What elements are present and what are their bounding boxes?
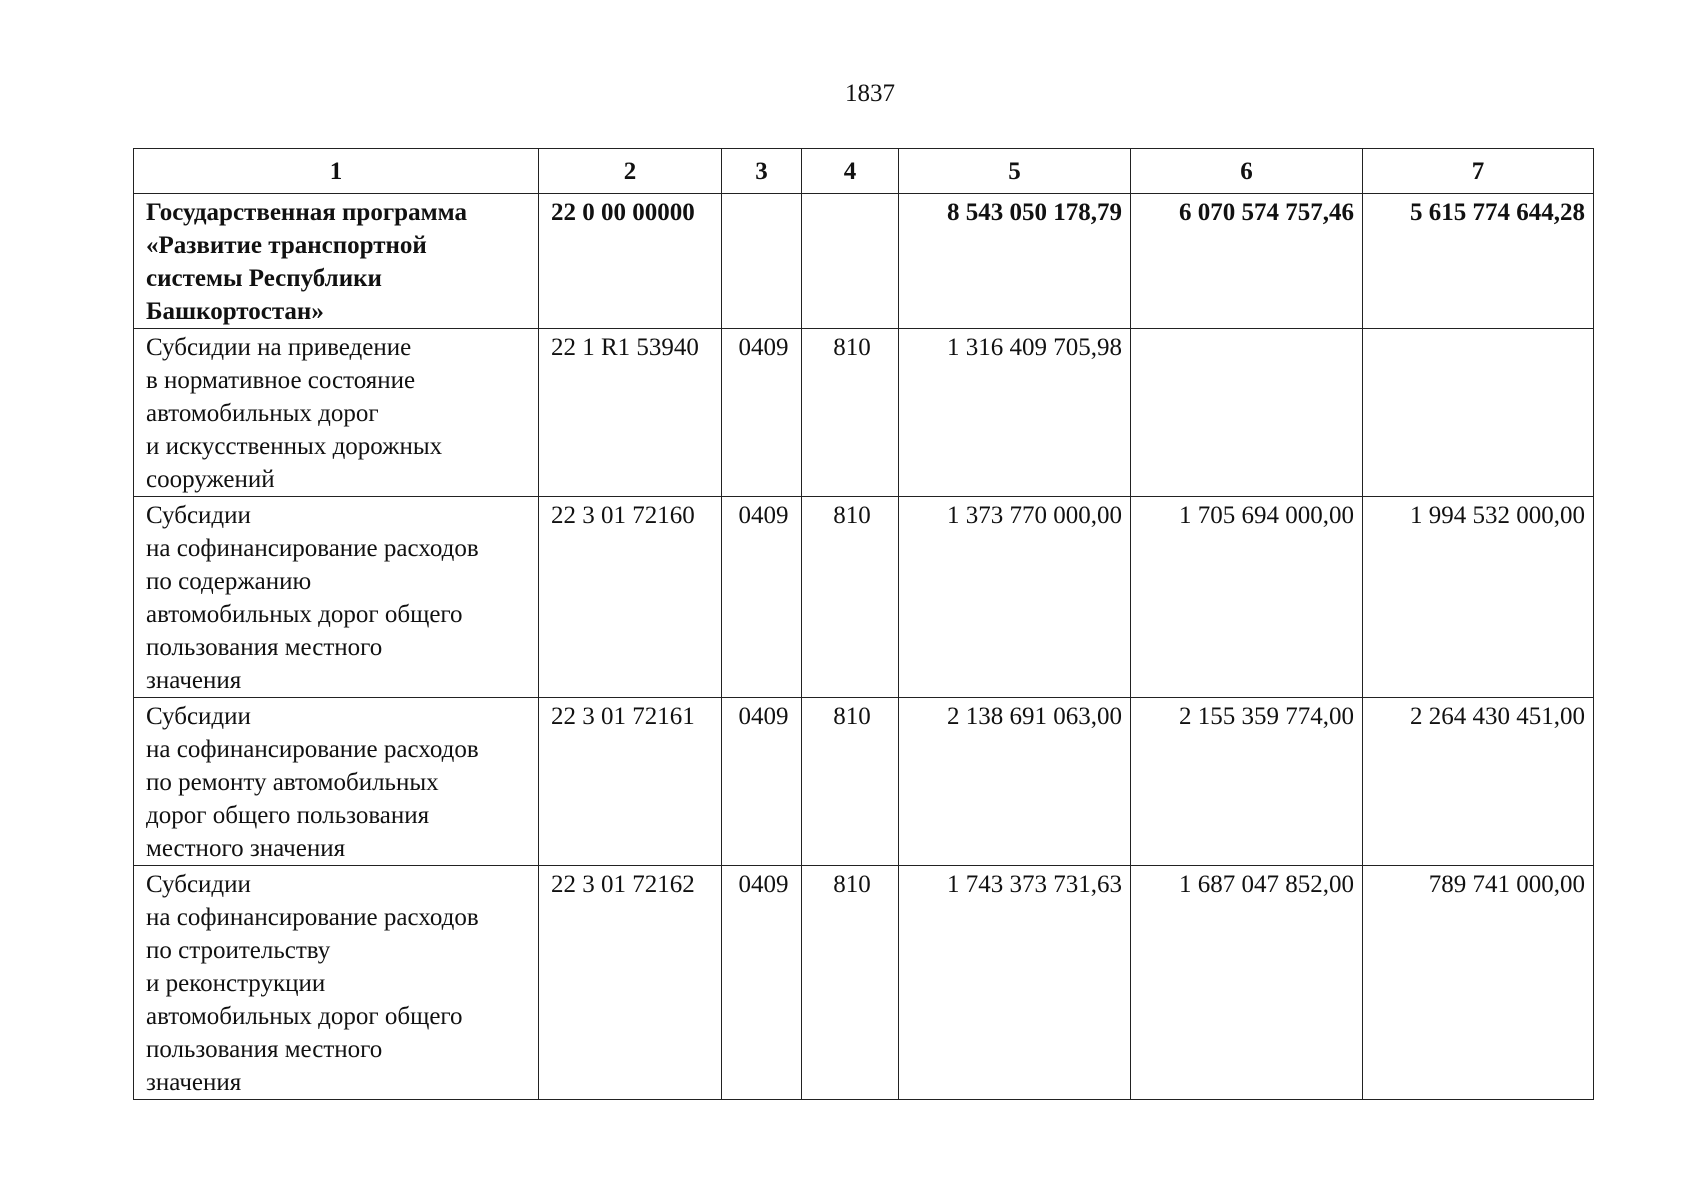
table-row bbox=[134, 497, 1594, 698]
header-col-1: 1 bbox=[134, 149, 539, 194]
header-col-6: 6 bbox=[1131, 149, 1363, 194]
section-cell: 0409 bbox=[722, 329, 802, 497]
budget-table bbox=[133, 148, 1594, 1100]
table-row bbox=[134, 698, 1594, 866]
value-col7-cell: 789 741 000,00 bbox=[1363, 866, 1594, 1100]
subsidy-name-cell: Субсидии на приведение в нормативное состояние автомобильных дорог и искусственных дорожных сооружений bbox=[134, 329, 539, 497]
header-col-2: 2 bbox=[539, 149, 722, 194]
page-number: 1837 bbox=[845, 80, 895, 107]
value-col7-cell: 2 264 430 451,00 bbox=[1363, 698, 1594, 866]
type-cell: 810 bbox=[802, 329, 899, 497]
section-cell: 0409 bbox=[722, 866, 802, 1100]
type-cell: 810 bbox=[802, 698, 899, 866]
value-col6-cell: 2 155 359 774,00 bbox=[1131, 698, 1363, 866]
subsidy-name-cell: Субсидии на софинансирование расходов по строительству и реконструкции автомобильных дорог общего пользования местного значения bbox=[134, 866, 539, 1100]
code-cell: 22 3 01 72160 bbox=[539, 497, 722, 698]
value-col5-cell: 2 138 691 063,00 bbox=[899, 698, 1131, 866]
table-row bbox=[134, 329, 1594, 497]
code-cell: 22 0 00 00000 bbox=[539, 194, 722, 329]
table-row bbox=[134, 194, 1594, 329]
section-cell bbox=[722, 194, 802, 329]
value-col5-cell: 1 743 373 731,63 bbox=[899, 866, 1131, 1100]
header-row bbox=[134, 149, 1594, 194]
value-col5-cell: 1 373 770 000,00 bbox=[899, 497, 1131, 698]
header-col-7: 7 bbox=[1363, 149, 1594, 194]
type-cell: 810 bbox=[802, 866, 899, 1100]
table-row bbox=[134, 866, 1594, 1100]
type-cell: 810 bbox=[802, 497, 899, 698]
value-col6-cell bbox=[1131, 329, 1363, 497]
code-cell: 22 3 01 72161 bbox=[539, 698, 722, 866]
program-name-cell: Государственная программа «Развитие транспортной системы Республики Башкортостан» bbox=[134, 194, 539, 329]
header-col-3: 3 bbox=[722, 149, 802, 194]
value-col5-cell: 1 316 409 705,98 bbox=[899, 329, 1131, 497]
header-col-5: 5 bbox=[899, 149, 1131, 194]
section-cell: 0409 bbox=[722, 698, 802, 866]
value-col6-cell: 1 705 694 000,00 bbox=[1131, 497, 1363, 698]
section-cell: 0409 bbox=[722, 497, 802, 698]
header-col-4: 4 bbox=[802, 149, 899, 194]
value-col5-cell: 8 543 050 178,79 bbox=[899, 194, 1131, 329]
value-col7-cell: 1 994 532 000,00 bbox=[1363, 497, 1594, 698]
value-col6-cell: 6 070 574 757,46 bbox=[1131, 194, 1363, 329]
code-cell: 22 3 01 72162 bbox=[539, 866, 722, 1100]
subsidy-name-cell: Субсидии на софинансирование расходов по содержанию автомобильных дорог общего пользования местного значения bbox=[134, 497, 539, 698]
code-cell: 22 1 R1 53940 bbox=[539, 329, 722, 497]
value-col6-cell: 1 687 047 852,00 bbox=[1131, 866, 1363, 1100]
type-cell bbox=[802, 194, 899, 329]
subsidy-name-cell: Субсидии на софинансирование расходов по ремонту автомобильных дорог общего пользования местного значения bbox=[134, 698, 539, 866]
value-col7-cell bbox=[1363, 329, 1594, 497]
value-col7-cell: 5 615 774 644,28 bbox=[1363, 194, 1594, 329]
